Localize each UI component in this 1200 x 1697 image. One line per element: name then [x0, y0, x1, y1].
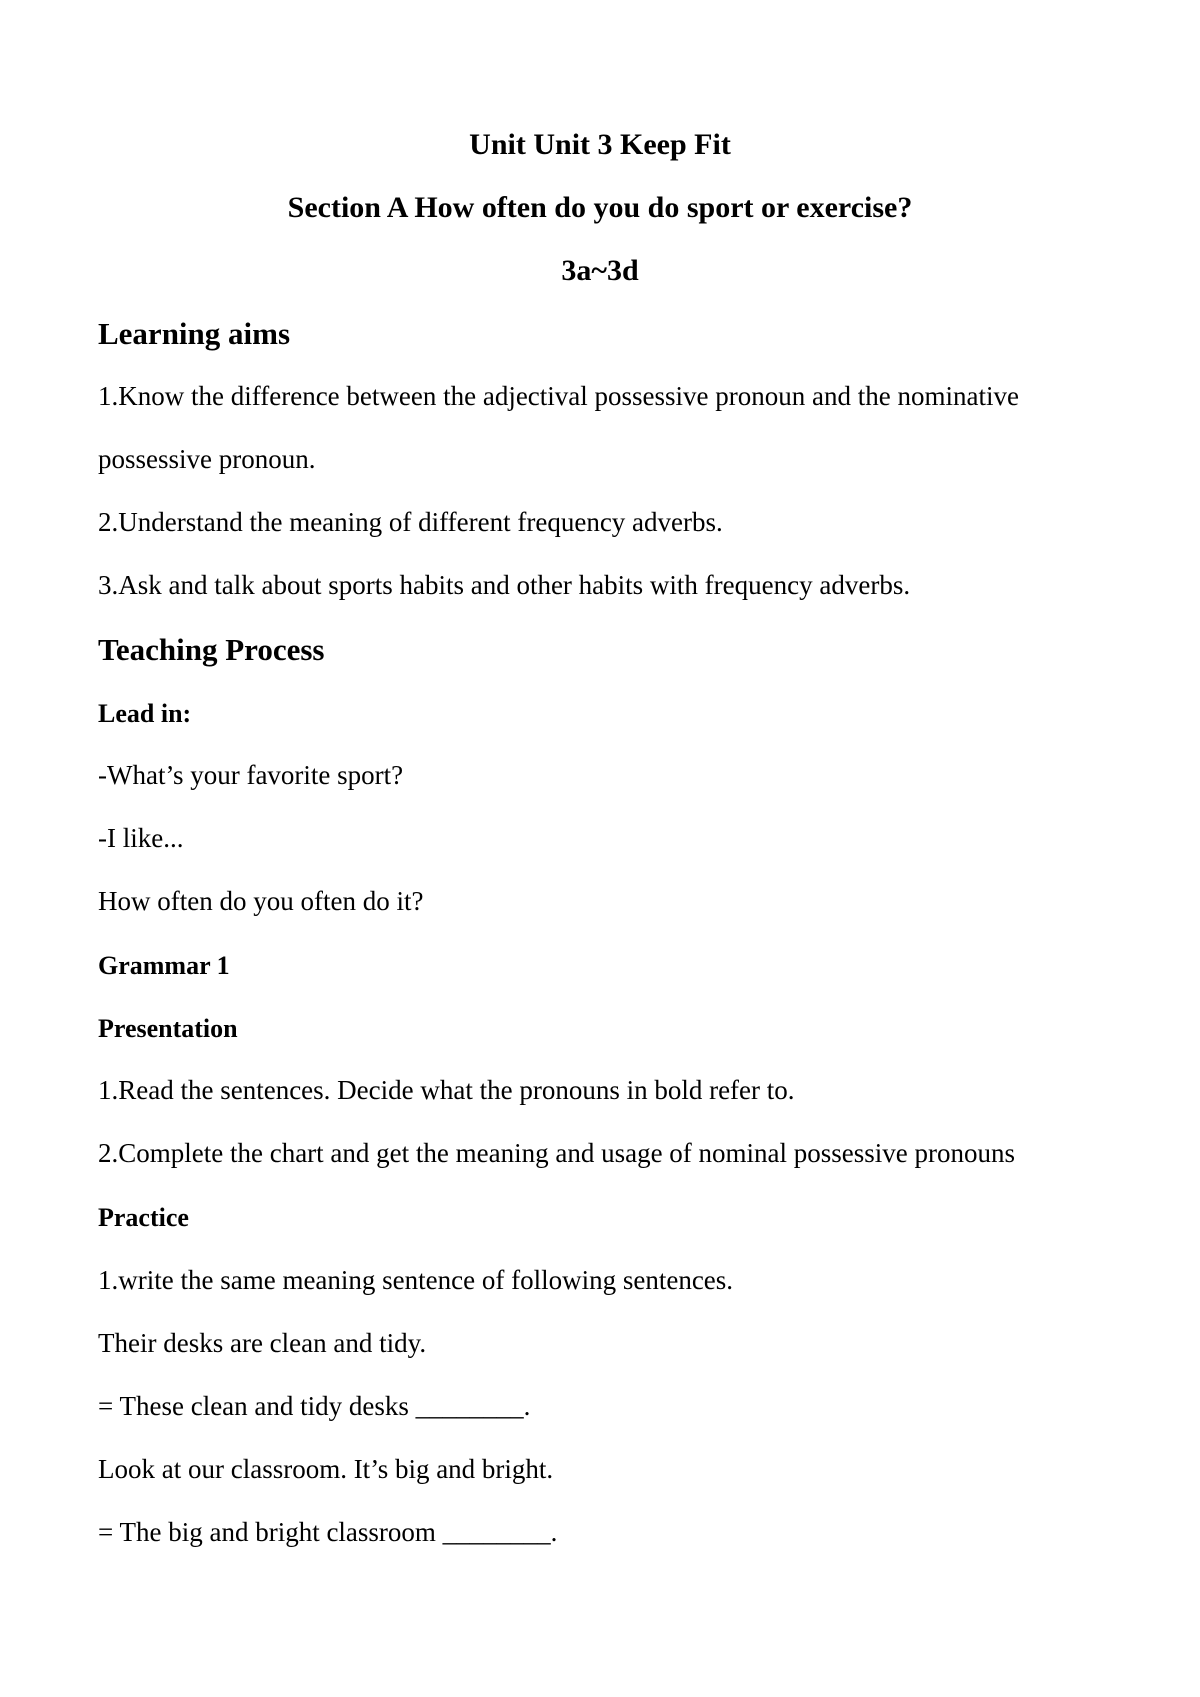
practice-question-1: Their desks are clean and tidy. [98, 1328, 427, 1358]
section-title: Section A How often do you do sport or exercise? [287, 191, 913, 224]
lead-in-line-1: -What’s your favorite sport? [98, 760, 404, 790]
lead-in-heading: Lead in: [98, 699, 192, 728]
learning-aims-heading: Learning aims [98, 316, 291, 351]
practice-answer-1: = These clean and tidy desks ________. [98, 1391, 531, 1421]
learning-aim-1-line-2: possessive pronoun. [98, 444, 316, 474]
teaching-process-heading: Teaching Process [98, 632, 325, 667]
grammar-heading: Grammar 1 [98, 951, 230, 980]
practice-heading: Practice [98, 1203, 189, 1232]
learning-aim-3: 3.Ask and talk about sports habits and other habits with frequency adverbs. [98, 570, 911, 600]
practice-answer-2: = The big and bright classroom ________. [98, 1517, 558, 1547]
practice-instruction: 1.write the same meaning sentence of following sentences. [98, 1265, 734, 1295]
presentation-item-1: 1.Read the sentences. Decide what the pronouns in bold refer to. [98, 1075, 795, 1105]
lead-in-line-3: How often do you often do it? [98, 886, 424, 916]
presentation-heading: Presentation [98, 1014, 238, 1043]
unit-title: Unit Unit 3 Keep Fit [469, 128, 731, 161]
learning-aim-2: 2.Understand the meaning of different frequency adverbs. [98, 507, 723, 537]
practice-question-2: Look at our classroom. It’s big and bright. [98, 1454, 554, 1484]
presentation-item-2: 2.Complete the chart and get the meaning and usage of nominal possessive pronouns [98, 1138, 1016, 1168]
part-title: 3a~3d [561, 254, 639, 287]
lead-in-line-2: -I like... [98, 823, 184, 853]
learning-aim-1-line-1: 1.Know the difference between the adjectival possessive pronoun and the nominative [98, 381, 1019, 411]
